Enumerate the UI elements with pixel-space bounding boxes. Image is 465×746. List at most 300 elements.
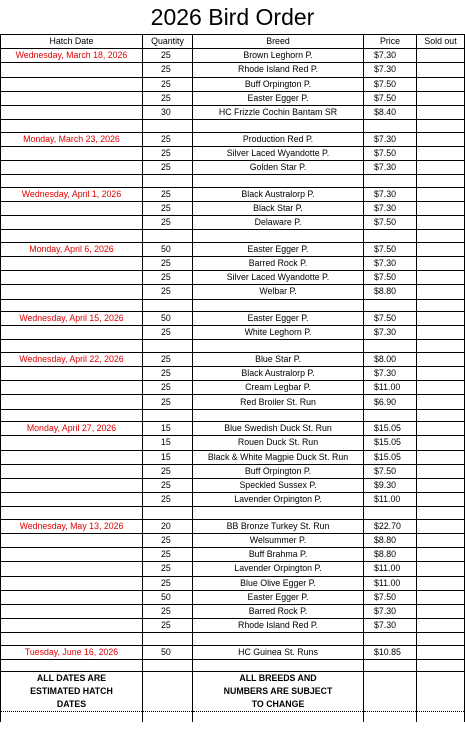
breed-cell[interactable] xyxy=(193,120,364,133)
hatch-date-cell[interactable]: Tuesday, June 16, 2026 xyxy=(1,645,143,659)
footer-empty xyxy=(143,685,193,698)
footer-note-dates: DATES xyxy=(1,698,143,712)
hatch-date-cell[interactable]: Wednesday, March 18, 2026 xyxy=(1,49,143,63)
sold-out-cell[interactable] xyxy=(417,395,465,409)
quantity-cell[interactable]: 25 xyxy=(143,367,193,381)
price-cell[interactable]: $7.50 xyxy=(364,464,417,478)
quantity-cell[interactable]: 15 xyxy=(143,436,193,450)
table-row xyxy=(1,285,465,299)
table-row xyxy=(1,576,465,590)
breed-cell[interactable]: Brown Leghorn P. xyxy=(193,49,364,63)
breed-cell[interactable]: HC Frizzle Cochin Bantam SR xyxy=(193,105,364,119)
breed-cell[interactable]: Easter Egger P. xyxy=(193,312,364,326)
breed-cell[interactable]: Barred Rock P. xyxy=(193,604,364,618)
table-row xyxy=(1,256,465,270)
table-row xyxy=(1,395,465,409)
footer-row xyxy=(1,672,465,686)
breed-cell[interactable]: Lavender Orpington P. xyxy=(193,493,364,507)
sold-out-cell[interactable] xyxy=(417,619,465,633)
sold-out-cell[interactable] xyxy=(417,105,465,119)
footer-row xyxy=(1,685,465,698)
breed-cell[interactable] xyxy=(193,507,364,520)
table-row xyxy=(1,242,465,256)
hatch-date-cell[interactable] xyxy=(1,436,143,450)
edge-cell xyxy=(193,712,364,723)
sheet-title: 2026 Bird Order xyxy=(150,4,315,30)
sold-out-cell[interactable] xyxy=(417,256,465,270)
breed-cell[interactable]: Silver Laced Wyandotte P. xyxy=(193,146,364,160)
price-cell[interactable]: $7.30 xyxy=(364,326,417,340)
quantity-cell[interactable] xyxy=(143,120,193,133)
footer-empty xyxy=(417,698,465,712)
quantity-cell[interactable]: 25 xyxy=(143,381,193,395)
hatch-date-cell[interactable] xyxy=(1,285,143,299)
sold-out-cell[interactable] xyxy=(417,285,465,299)
table-row xyxy=(1,91,465,105)
table-row xyxy=(1,132,465,146)
table-row xyxy=(1,187,465,201)
price-cell[interactable]: $15.05 xyxy=(364,422,417,436)
quantity-cell[interactable]: 25 xyxy=(143,326,193,340)
quantity-cell[interactable]: 25 xyxy=(143,464,193,478)
price-cell[interactable]: $11.00 xyxy=(364,381,417,395)
table-row xyxy=(1,216,465,230)
hatch-date-cell[interactable]: Wednesday, May 13, 2026 xyxy=(1,519,143,533)
breed-cell[interactable]: Easter Egger P. xyxy=(193,590,364,604)
sold-out-cell[interactable] xyxy=(417,299,465,312)
quantity-cell[interactable]: 25 xyxy=(143,493,193,507)
price-cell[interactable] xyxy=(364,120,417,133)
breed-cell[interactable]: Barred Rock P. xyxy=(193,256,364,270)
sold-out-cell[interactable] xyxy=(417,548,465,562)
quantity-cell[interactable]: 50 xyxy=(143,590,193,604)
hatch-date-cell[interactable]: Monday, March 23, 2026 xyxy=(1,132,143,146)
quantity-cell[interactable]: 25 xyxy=(143,91,193,105)
price-cell[interactable]: $7.30 xyxy=(364,132,417,146)
quantity-cell[interactable]: 25 xyxy=(143,256,193,270)
blank-row xyxy=(1,340,465,353)
table-row xyxy=(1,271,465,285)
breed-cell[interactable]: White Leghorn P. xyxy=(193,326,364,340)
price-cell[interactable]: $7.30 xyxy=(364,367,417,381)
price-cell[interactable] xyxy=(364,409,417,422)
edge-cell xyxy=(364,712,417,723)
table-row xyxy=(1,562,465,576)
quantity-cell[interactable] xyxy=(143,659,193,672)
table-row xyxy=(1,645,465,659)
breed-cell[interactable]: Black Australorp P. xyxy=(193,187,364,201)
sold-out-cell[interactable] xyxy=(417,604,465,618)
price-cell[interactable]: $8.00 xyxy=(364,352,417,366)
breed-cell[interactable]: HC Guinea St. Runs xyxy=(193,645,364,659)
table-row xyxy=(1,533,465,547)
hatch-date-cell[interactable] xyxy=(1,146,143,160)
footer-empty xyxy=(417,685,465,698)
hatch-date-cell[interactable] xyxy=(1,340,143,353)
hatch-date-cell[interactable] xyxy=(1,271,143,285)
quantity-cell[interactable]: 25 xyxy=(143,271,193,285)
hatch-date-cell[interactable] xyxy=(1,201,143,215)
blank-row xyxy=(1,120,465,133)
hatch-date-cell[interactable]: Monday, April 27, 2026 xyxy=(1,422,143,436)
blank-row xyxy=(1,507,465,520)
table-row xyxy=(1,146,465,160)
edge-cell xyxy=(417,712,465,723)
quantity-cell[interactable] xyxy=(143,633,193,646)
hatch-date-cell[interactable] xyxy=(1,576,143,590)
sold-out-cell[interactable] xyxy=(417,576,465,590)
quantity-cell[interactable]: 50 xyxy=(143,242,193,256)
hatch-date-cell[interactable] xyxy=(1,326,143,340)
breed-cell[interactable]: Black Star P. xyxy=(193,201,364,215)
quantity-cell[interactable]: 25 xyxy=(143,187,193,201)
table-row xyxy=(1,49,465,63)
quantity-cell[interactable]: 25 xyxy=(143,77,193,91)
price-cell[interactable]: $7.50 xyxy=(364,242,417,256)
quantity-cell[interactable]: 25 xyxy=(143,548,193,562)
breed-cell[interactable]: Black Australorp P. xyxy=(193,367,364,381)
quantity-cell[interactable]: 25 xyxy=(143,49,193,63)
price-cell[interactable]: $9.30 xyxy=(364,478,417,492)
quantity-cell[interactable]: 25 xyxy=(143,352,193,366)
hatch-date-cell[interactable] xyxy=(1,120,143,133)
breed-cell[interactable]: Buff Orpington P. xyxy=(193,77,364,91)
table-row xyxy=(1,201,465,215)
sold-out-cell[interactable] xyxy=(417,562,465,576)
price-cell[interactable]: $7.30 xyxy=(364,49,417,63)
quantity-cell[interactable] xyxy=(143,230,193,243)
breed-cell[interactable]: Blue Olive Egger P. xyxy=(193,576,364,590)
breed-cell[interactable]: Production Red P. xyxy=(193,132,364,146)
sold-out-cell[interactable] xyxy=(417,352,465,366)
sold-out-cell[interactable] xyxy=(417,326,465,340)
blank-row xyxy=(1,633,465,646)
breed-cell[interactable]: Rhode Island Red P. xyxy=(193,619,364,633)
price-cell[interactable]: $7.30 xyxy=(364,187,417,201)
table-row xyxy=(1,478,465,492)
breed-cell[interactable] xyxy=(193,175,364,188)
hatch-date-cell[interactable] xyxy=(1,105,143,119)
hatch-date-cell[interactable] xyxy=(1,91,143,105)
table-row xyxy=(1,590,465,604)
quantity-cell[interactable]: 25 xyxy=(143,201,193,215)
table-row xyxy=(1,619,465,633)
breed-cell[interactable] xyxy=(193,633,364,646)
breed-cell[interactable]: BB Bronze Turkey St. Run xyxy=(193,519,364,533)
breed-cell[interactable]: Black & White Magpie Duck St. Run xyxy=(193,450,364,464)
breed-cell[interactable]: Delaware P. xyxy=(193,216,364,230)
hatch-date-cell[interactable] xyxy=(1,493,143,507)
hatch-date-cell[interactable] xyxy=(1,367,143,381)
table-row xyxy=(1,105,465,119)
quantity-cell[interactable] xyxy=(143,340,193,353)
quantity-cell[interactable]: 25 xyxy=(143,619,193,633)
price-cell[interactable]: $7.30 xyxy=(364,256,417,270)
sold-out-cell[interactable] xyxy=(417,132,465,146)
hatch-date-cell[interactable] xyxy=(1,590,143,604)
breed-cell[interactable]: Golden Star P. xyxy=(193,161,364,175)
quantity-cell[interactable]: 50 xyxy=(143,645,193,659)
sold-out-cell[interactable] xyxy=(417,409,465,422)
sold-out-cell[interactable] xyxy=(417,633,465,646)
breed-cell[interactable]: Lavender Orpington P. xyxy=(193,562,364,576)
breed-cell[interactable]: Buff Orpington P. xyxy=(193,464,364,478)
footer-note-breeds: ALL BREEDS AND xyxy=(193,672,364,686)
sold-out-cell[interactable] xyxy=(417,242,465,256)
hatch-date-cell[interactable] xyxy=(1,161,143,175)
sold-out-cell[interactable] xyxy=(417,216,465,230)
breed-cell[interactable]: Rouen Duck St. Run xyxy=(193,436,364,450)
price-cell[interactable] xyxy=(364,175,417,188)
breed-cell[interactable]: Cream Legbar P. xyxy=(193,381,364,395)
hatch-date-cell[interactable]: Wednesday, April 22, 2026 xyxy=(1,352,143,366)
quantity-cell[interactable]: 25 xyxy=(143,161,193,175)
price-cell[interactable] xyxy=(364,230,417,243)
quantity-cell[interactable]: 25 xyxy=(143,478,193,492)
footer-note-dates: ESTIMATED HATCH xyxy=(1,685,143,698)
quantity-cell[interactable]: 25 xyxy=(143,533,193,547)
table-row xyxy=(1,604,465,618)
sold-out-cell[interactable] xyxy=(417,422,465,436)
price-cell[interactable]: $7.50 xyxy=(364,91,417,105)
table-row xyxy=(1,161,465,175)
quantity-cell[interactable]: 50 xyxy=(143,312,193,326)
price-cell[interactable] xyxy=(364,299,417,312)
price-cell[interactable]: $7.50 xyxy=(364,590,417,604)
table-row xyxy=(1,381,465,395)
price-cell[interactable]: $8.40 xyxy=(364,105,417,119)
price-cell[interactable]: $7.50 xyxy=(364,271,417,285)
price-cell[interactable]: $7.50 xyxy=(364,77,417,91)
breed-cell[interactable]: Silver Laced Wyandotte P. xyxy=(193,271,364,285)
blank-row xyxy=(1,659,465,672)
hatch-date-cell[interactable] xyxy=(1,619,143,633)
sold-out-cell[interactable] xyxy=(417,175,465,188)
price-cell[interactable]: $15.05 xyxy=(364,436,417,450)
footer-empty xyxy=(143,672,193,686)
sold-out-cell[interactable] xyxy=(417,367,465,381)
bird-order-table xyxy=(0,34,465,722)
footer-note-breeds: NUMBERS ARE SUBJECT xyxy=(193,685,364,698)
hatch-date-cell[interactable] xyxy=(1,478,143,492)
sold-out-cell[interactable] xyxy=(417,645,465,659)
sold-out-cell[interactable] xyxy=(417,91,465,105)
price-cell[interactable]: $7.30 xyxy=(364,63,417,77)
table-row xyxy=(1,464,465,478)
hatch-date-cell[interactable] xyxy=(1,230,143,243)
price-cell[interactable] xyxy=(364,659,417,672)
quantity-cell[interactable]: 25 xyxy=(143,63,193,77)
hatch-date-cell[interactable] xyxy=(1,450,143,464)
sold-out-cell[interactable] xyxy=(417,271,465,285)
breed-cell[interactable]: Blue Star P. xyxy=(193,352,364,366)
hatch-date-cell[interactable] xyxy=(1,256,143,270)
breed-cell[interactable]: Buff Brahma P. xyxy=(193,548,364,562)
hatch-date-cell[interactable] xyxy=(1,507,143,520)
blank-row xyxy=(1,230,465,243)
breed-cell[interactable]: Easter Egger P. xyxy=(193,242,364,256)
price-cell[interactable]: $15.05 xyxy=(364,450,417,464)
footer-empty xyxy=(417,672,465,686)
footer-empty xyxy=(364,685,417,698)
blank-row xyxy=(1,299,465,312)
hatch-date-cell[interactable] xyxy=(1,659,143,672)
breed-cell[interactable] xyxy=(193,340,364,353)
hatch-date-cell[interactable] xyxy=(1,381,143,395)
hatch-date-cell[interactable] xyxy=(1,548,143,562)
sold-out-cell[interactable] xyxy=(417,201,465,215)
table-row xyxy=(1,436,465,450)
breed-cell[interactable] xyxy=(193,659,364,672)
quantity-cell[interactable] xyxy=(143,409,193,422)
quantity-cell[interactable]: 15 xyxy=(143,422,193,436)
breed-cell[interactable]: Rhode Island Red P. xyxy=(193,63,364,77)
breed-cell[interactable] xyxy=(193,230,364,243)
table-row xyxy=(1,450,465,464)
sold-out-cell[interactable] xyxy=(417,659,465,672)
breed-cell[interactable]: Welbar P. xyxy=(193,285,364,299)
breed-cell[interactable]: Easter Egger P. xyxy=(193,91,364,105)
sold-out-cell[interactable] xyxy=(417,493,465,507)
hatch-date-cell[interactable] xyxy=(1,216,143,230)
header-quantity[interactable]: Quantity xyxy=(143,35,193,49)
sheet-edge-row xyxy=(1,712,465,723)
breed-cell[interactable] xyxy=(193,409,364,422)
price-cell[interactable]: $6.90 xyxy=(364,395,417,409)
table-row xyxy=(1,548,465,562)
quantity-cell[interactable]: 25 xyxy=(143,576,193,590)
hatch-date-cell[interactable]: Wednesday, April 1, 2026 xyxy=(1,187,143,201)
price-cell[interactable]: $8.80 xyxy=(364,533,417,547)
sold-out-cell[interactable] xyxy=(417,49,465,63)
hatch-date-cell[interactable]: Monday, April 6, 2026 xyxy=(1,242,143,256)
hatch-date-cell[interactable]: Wednesday, April 15, 2026 xyxy=(1,312,143,326)
footer-empty xyxy=(364,698,417,712)
table-row xyxy=(1,352,465,366)
quantity-cell[interactable] xyxy=(143,299,193,312)
table-row xyxy=(1,422,465,436)
table-row xyxy=(1,493,465,507)
blank-row xyxy=(1,175,465,188)
hatch-date-cell[interactable] xyxy=(1,533,143,547)
quantity-cell[interactable]: 25 xyxy=(143,604,193,618)
sold-out-cell[interactable] xyxy=(417,340,465,353)
edge-cell xyxy=(1,712,143,723)
quantity-cell[interactable]: 25 xyxy=(143,132,193,146)
header-sold-out[interactable]: Sold out xyxy=(417,35,465,49)
price-cell[interactable] xyxy=(364,340,417,353)
footer-note-breeds: TO CHANGE xyxy=(193,698,364,712)
quantity-cell[interactable]: 25 xyxy=(143,216,193,230)
price-cell[interactable]: $7.30 xyxy=(364,604,417,618)
edge-cell xyxy=(143,712,193,723)
quantity-cell[interactable]: 25 xyxy=(143,395,193,409)
breed-cell[interactable]: Welsummer P. xyxy=(193,533,364,547)
table-row xyxy=(1,63,465,77)
footer-empty xyxy=(364,672,417,686)
quantity-cell[interactable]: 25 xyxy=(143,285,193,299)
quantity-cell[interactable]: 20 xyxy=(143,519,193,533)
hatch-date-cell[interactable] xyxy=(1,77,143,91)
quantity-cell[interactable]: 25 xyxy=(143,562,193,576)
sold-out-cell[interactable] xyxy=(417,464,465,478)
sold-out-cell[interactable] xyxy=(417,63,465,77)
price-cell[interactable]: $7.50 xyxy=(364,146,417,160)
sold-out-cell[interactable] xyxy=(417,519,465,533)
price-cell[interactable]: $8.80 xyxy=(364,285,417,299)
price-cell[interactable]: $22.70 xyxy=(364,519,417,533)
sold-out-cell[interactable] xyxy=(417,450,465,464)
header-hatch-date[interactable]: Hatch Date xyxy=(1,35,143,49)
breed-cell[interactable] xyxy=(193,299,364,312)
breed-cell[interactable]: Blue Swedish Duck St. Run xyxy=(193,422,364,436)
sold-out-cell[interactable] xyxy=(417,381,465,395)
footer-note-dates: ALL DATES ARE xyxy=(1,672,143,686)
footer-empty xyxy=(143,698,193,712)
sold-out-cell[interactable] xyxy=(417,590,465,604)
price-cell[interactable]: $10.85 xyxy=(364,645,417,659)
price-cell[interactable] xyxy=(364,633,417,646)
hatch-date-cell[interactable] xyxy=(1,562,143,576)
header-price[interactable]: Price xyxy=(364,35,417,49)
sold-out-cell[interactable] xyxy=(417,533,465,547)
sold-out-cell[interactable] xyxy=(417,478,465,492)
price-cell[interactable]: $11.00 xyxy=(364,493,417,507)
sold-out-cell[interactable] xyxy=(417,230,465,243)
hatch-date-cell[interactable] xyxy=(1,395,143,409)
hatch-date-cell[interactable] xyxy=(1,63,143,77)
hatch-date-cell[interactable] xyxy=(1,604,143,618)
price-cell[interactable]: $8.80 xyxy=(364,548,417,562)
price-cell[interactable] xyxy=(364,507,417,520)
blank-row xyxy=(1,409,465,422)
sold-out-cell[interactable] xyxy=(417,120,465,133)
table-row xyxy=(1,312,465,326)
price-cell[interactable]: $7.50 xyxy=(364,216,417,230)
quantity-cell[interactable]: 25 xyxy=(143,146,193,160)
table-row xyxy=(1,367,465,381)
sold-out-cell[interactable] xyxy=(417,161,465,175)
breed-cell[interactable]: Red Broiler St. Run xyxy=(193,395,364,409)
hatch-date-cell[interactable] xyxy=(1,633,143,646)
sold-out-cell[interactable] xyxy=(417,77,465,91)
table-row xyxy=(1,326,465,340)
header-row xyxy=(1,35,465,49)
hatch-date-cell[interactable] xyxy=(1,299,143,312)
hatch-date-cell[interactable] xyxy=(1,409,143,422)
table-row xyxy=(1,519,465,533)
quantity-cell[interactable]: 15 xyxy=(143,450,193,464)
breed-cell[interactable]: Speckled Sussex P. xyxy=(193,478,364,492)
hatch-date-cell[interactable] xyxy=(1,464,143,478)
price-cell[interactable]: $7.30 xyxy=(364,161,417,175)
header-breed[interactable]: Breed xyxy=(193,35,364,49)
price-cell[interactable]: $11.00 xyxy=(364,576,417,590)
price-cell[interactable]: $7.30 xyxy=(364,201,417,215)
price-cell[interactable]: $7.30 xyxy=(364,619,417,633)
sold-out-cell[interactable] xyxy=(417,436,465,450)
sold-out-cell[interactable] xyxy=(417,146,465,160)
sold-out-cell[interactable] xyxy=(417,507,465,520)
quantity-cell[interactable]: 30 xyxy=(143,105,193,119)
sold-out-cell[interactable] xyxy=(417,187,465,201)
hatch-date-cell[interactable] xyxy=(1,175,143,188)
quantity-cell[interactable] xyxy=(143,175,193,188)
sold-out-cell[interactable] xyxy=(417,312,465,326)
price-cell[interactable]: $7.50 xyxy=(364,312,417,326)
price-cell[interactable]: $11.00 xyxy=(364,562,417,576)
quantity-cell[interactable] xyxy=(143,507,193,520)
